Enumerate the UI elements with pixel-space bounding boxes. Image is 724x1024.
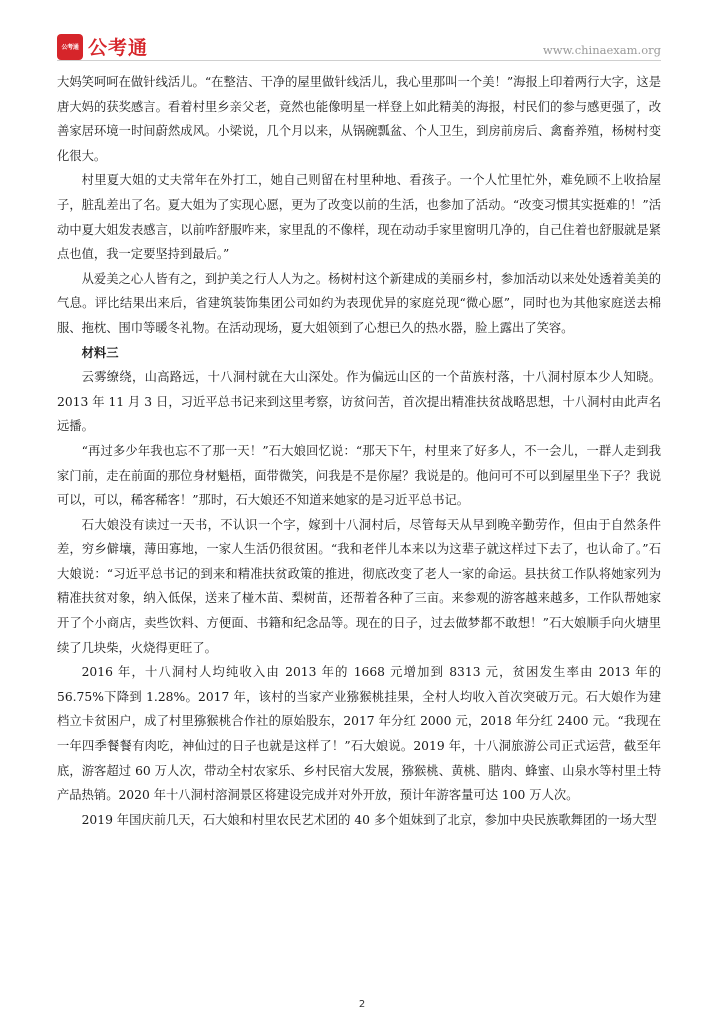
page-number: 2 [358, 999, 366, 1010]
paragraph-3: 从爱美之心人皆有之，到护美之行人人为之。杨树村这个新建成的美丽乡村，参加活动以来处处透着美美的气息。评比结果出来后，省建筑装饰集团公司如约为表现优异的家庭兑现“微心愿”，同时也为其他家庭送去棉服、拖枕、围巾等暖冬礼物。在活动现场，夏大姐领到了心想已久的热水器，脸上露出了笑容。 [57, 271, 661, 335]
paragraph-2: 村里夏大姐的丈夫常年在外打工，她自己则留在村里种地、看孩子。一个人忙里忙外，难免顾不上收拾屋子，脏乱差出了名。夏大姐为了实现心愿，更为了改变以前的生活，也参加了活动。“改变习惯其实挺难的！”活动中夏大姐发表感言，以前咋舒服咋来，家里乱的不像样，现在动动手家里窗明几净的，自己住着也舒服就是紧点也值，我一定要坚持到最后。” [57, 173, 661, 262]
logo-text: 公考通 [88, 37, 149, 59]
logo[interactable] [57, 33, 148, 60]
paragraph-4: 云雾缭绕，山高路远，十八洞村就在大山深处。作为偏远山区的一个苗族村落，十八洞村原本少人知晓。2013 年 11 月 3 日，习近平总书记来到这里考察，访贫问苦，首次提出精准扶贫战略思想，十八洞村由此声名远播。 [57, 370, 661, 434]
site-url: www.chinaexam.org [542, 43, 661, 57]
page-header [0, 0, 724, 64]
paragraph-7: 2016 年，十八洞村人均纯收入由 2013 年的 1668 元增加到 8313 元，贫困发生率由 2013 年的 56.75%下降到 1.28%。2017 年，该村的当家产业猕猴桃挂果，全村人均收入首次突破万元。石大娘作为建档立卡贫困户，成了村里猕猴桃合作社的原始股东，2017 年分红 2000 元，2018 年分红 2400 元。“我现在一年四季餐餐有肉吃，神仙过的日子也就是这样了！”石大娘说。2019 年，十八洞旅游公司正式运营，截至年底，游客超过 60 万人次，带动全村农家乐、乡村民宿大发展，猕猴桃、黄桃、腊肉、蜂蜜、山泉水等村里土特产品热销。2020 年十八洞村溶洞景区将建设完成并对外开放，预计年游客量可达 100 万人次。 [57, 665, 661, 803]
header-divider [57, 60, 661, 61]
paragraph-8: 2019 年国庆前几天，石大娘和村里农民艺术团的 40 多个姐妹到了北京，参加中央民族歌舞团的一场大型 [81, 812, 657, 827]
section-heading: 材料三 [81, 344, 119, 360]
paragraph-6: 石大娘没有读过一天书，不认识一个字，嫁到十八洞村后，尽管每天从早到晚辛勤劳作，但由于自然条件差，穷乡僻壤，薄田寡地，一家人生活仍很贫困。“我和老伴儿本来以为这辈子就这样过下去了，也认命了。”石大娘说：“习近平总书记的到来和精准扶贫政策的推进，彻底改变了老人一家的命运。县扶贫工作队将她家列为精准扶贫对象，纳入低保，送来了椪木苗、梨树苗，还帮着各种了三亩。来参观的游客越来越多，工作队帮她家开了个小商店，卖些饮料、方便面、书籍和纪念品等。现在的日子，过去做梦都不敢想！”石大娘顺手向火塘里续了几块柴，火烧得更旺了。 [57, 517, 661, 655]
document-body [57, 70, 661, 832]
paragraph-5: “再过多少年我也忘不了那一天！”石大娘回忆说：“那天下午，村里来了好多人，不一会儿，一群人走到我家门前，走在前面的那位身材魁梧，面带微笑，问我是不是你屋？我说是的。他问可不可以到屋里坐下子？我说可以，可以，稀客稀客！”那时，石大娘还不知道来她家的是习近平总书记。 [57, 443, 661, 508]
logo-badge: 公考通 [57, 34, 83, 60]
paragraph-1: 大妈笑呵呵在做针线活儿。“在整洁、干净的屋里做针线活儿，我心里那叫一个美！”海报上印着两行大字，这是唐大妈的获奖感言。看着村里乡亲父老，竟然也能像明星一样登上如此精美的海报，村民们的参与感更强了，改善家居环境一时间蔚然成风。小梁说，几个月以来，从锅碗瓢盆、个人卫生，到房前房后、禽畜养殖，杨树村变化很大。 [57, 75, 661, 163]
